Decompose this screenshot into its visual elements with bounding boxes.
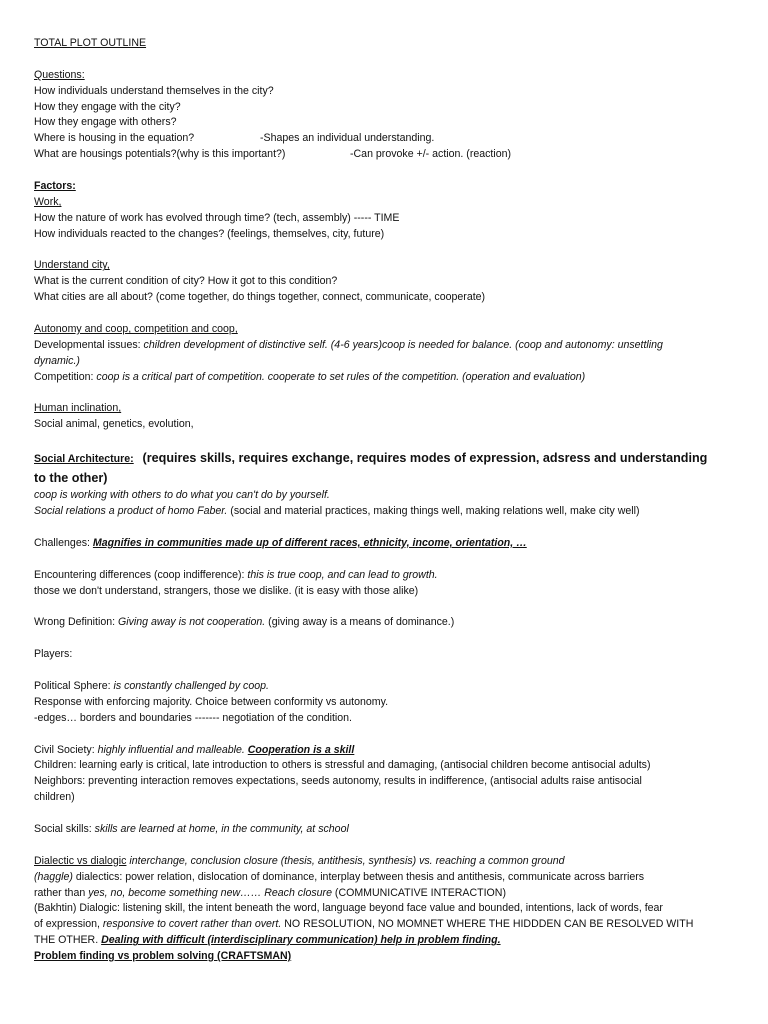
work-line: How individuals reacted to the changes? (feelings, themselves, city, future) (34, 227, 385, 240)
haggle-text: (haggle) (34, 870, 73, 883)
political-line (34, 679, 734, 695)
social-skills-label: Social skills: (34, 822, 95, 835)
political-line: Response with enforcing majority. Choice between conformity vs autonomy. (34, 695, 389, 708)
social-architecture-line: coop is working with others to do what you can't do by yourself. (34, 489, 330, 502)
civil-society-line: children) (34, 791, 75, 804)
factors-heading: Factors: (34, 180, 76, 193)
social-architecture-label: Social Architecture: (34, 453, 134, 466)
civil-society-line: Children: learning early is critical, late introduction to others is stressful and damaging, (antisocial children become antisocial adults) (34, 759, 651, 772)
social-architecture-line (34, 449, 734, 469)
dialectic-text: dialectics: power relation, dislocation of dominance, interplay between thesis and antithesis, communicate across barriers (72, 870, 645, 883)
players-heading: Players: (34, 648, 73, 661)
social-architecture-block (34, 449, 734, 488)
social-architecture-text: (requires skills, requires exchange, requires modes of expression, adsress and understanding (142, 451, 708, 466)
dialectic-line (34, 854, 734, 870)
encountering-line (34, 568, 734, 584)
dialogic-italic: responsive to covert rather than overt. (102, 918, 282, 931)
dialogic-emphasis: Dealing with difficult (interdisciplinary communication) help in problem finding. (101, 934, 501, 947)
political-line: -edges… borders and boundaries ------- negotiation of the condition. (34, 711, 352, 724)
political-label: Political Sphere: (34, 679, 114, 692)
dialectic-italic: yes, no, become something new…… Reach closure (88, 886, 332, 899)
question-line: How individuals understand themselves in the city? (34, 84, 274, 97)
wrong-definition-line (34, 615, 734, 631)
civil-society-emphasis: Cooperation is a skill (247, 743, 355, 756)
question-line (34, 131, 734, 147)
wrong-definition-rest: (giving away is a means of dominance.) (265, 616, 455, 629)
encountering-text: this is true coop, and can lead to growth. (247, 568, 438, 581)
civil-society-label: Civil Society: (34, 743, 98, 756)
human-inclination-line: Social animal, genetics, evolution, (34, 418, 194, 431)
understand-city-heading: Understand city, (34, 259, 110, 272)
developmental-line (34, 338, 734, 354)
problem-finding-line: Problem finding vs problem solving (CRAFTSMAN) (34, 950, 292, 963)
autonomy-heading: Autonomy and coop, competition and coop, (34, 323, 238, 336)
human-inclination-heading: Human inclination, (34, 402, 122, 415)
dialogic-line (34, 917, 734, 933)
question-note: -Shapes an individual understanding. (260, 132, 435, 145)
dialectic-text: (COMMUNICATIVE INTERACTION) (331, 886, 506, 899)
dialectic-line (34, 870, 734, 886)
dialectic-line (34, 886, 734, 902)
developmental-label: Developmental issues: (34, 338, 144, 351)
encountering-line-cont: those we don't understand, strangers, those we dislike. (it is easy with those alike) (34, 584, 419, 597)
work-heading: Work, (34, 195, 62, 208)
document-page (34, 36, 734, 965)
political-text: is constantly challenged by coop. (113, 679, 269, 692)
dialogic-text: THE OTHER. (34, 934, 102, 947)
dialectic-heading: Dialectic vs dialogic (34, 854, 127, 867)
competition-label: Competition: (34, 370, 97, 383)
dialogic-text: of expression, (34, 918, 103, 931)
question-note: -Can provoke +/- action. (reaction) (350, 148, 512, 161)
social-architecture-text-cont: to the other) (34, 471, 108, 486)
document-title: TOTAL PLOT OUTLINE (34, 37, 147, 49)
wrong-definition-label: Wrong Definition: (34, 616, 119, 629)
question-text: Where is housing in the equation? (34, 132, 195, 145)
social-skills-text: skills are learned at home, in the community, at school (94, 822, 349, 835)
question-line: How they engage with the city? (34, 100, 181, 113)
developmental-text: children development of distinctive self. (4-6 years)coop is needed for balance. (coop and autonomy: unsettling (143, 338, 663, 351)
challenges-text: Magnifies in communities made up of different races, ethnicity, income, orientation, … (92, 536, 527, 549)
civil-society-line: Neighbors: preventing interaction removes expectations, seeds autonomy, results in indifference, (antisocial adults raise antisocial (34, 775, 642, 788)
civil-society-line (34, 743, 734, 759)
civil-society-text: highly influential and malleable. (97, 743, 248, 756)
dialogic-text: NO RESOLUTION, NO MOMNET WHERE THE HIDDDEN CAN BE RESOLVED WITH (281, 918, 694, 931)
dialectic-heading-text: interchange, conclusion closure (thesis, antithesis, synthesis) vs. reaching a common ground (126, 854, 565, 867)
question-text: What are housings potentials?(why is this important?) (34, 148, 286, 161)
developmental-line-cont: dynamic.) (34, 354, 80, 367)
wrong-definition-text: Giving away is not cooperation. (118, 616, 266, 629)
homo-faber-rest: (social and material practices, making things well, making relations well, make city well) (227, 505, 640, 518)
competition-line (34, 370, 734, 386)
dialogic-line: (Bakhtin) Dialogic: listening skill, the intent beneath the word, language beyond face value and bounded, intentions, lack of words, fear (34, 902, 663, 915)
social-skills-line (34, 822, 734, 838)
competition-text: coop is a critical part of competition. cooperate to set rules of the competition. (operation and evaluation) (96, 370, 586, 383)
questions-heading: Questions: (34, 68, 85, 81)
question-line (34, 147, 734, 163)
challenges-line (34, 536, 734, 552)
work-line: How the nature of work has evolved through time? (tech, assembly) ----- TIME (34, 211, 400, 224)
challenges-label: Challenges: (34, 536, 93, 549)
homo-faber-text: Social relations a product of homo Faber. (34, 505, 228, 518)
question-line: How they engage with others? (34, 116, 177, 129)
dialectic-text: rather than (34, 886, 89, 899)
encountering-label: Encountering differences (coop indifference): (34, 568, 248, 581)
understand-city-line: What cities are all about? (come together, do things together, connect, communicate, cooperate) (34, 291, 486, 304)
social-architecture-line (34, 504, 734, 520)
dialogic-line (34, 933, 734, 949)
understand-city-line: What is the current condition of city? How it got to this condition? (34, 275, 338, 288)
